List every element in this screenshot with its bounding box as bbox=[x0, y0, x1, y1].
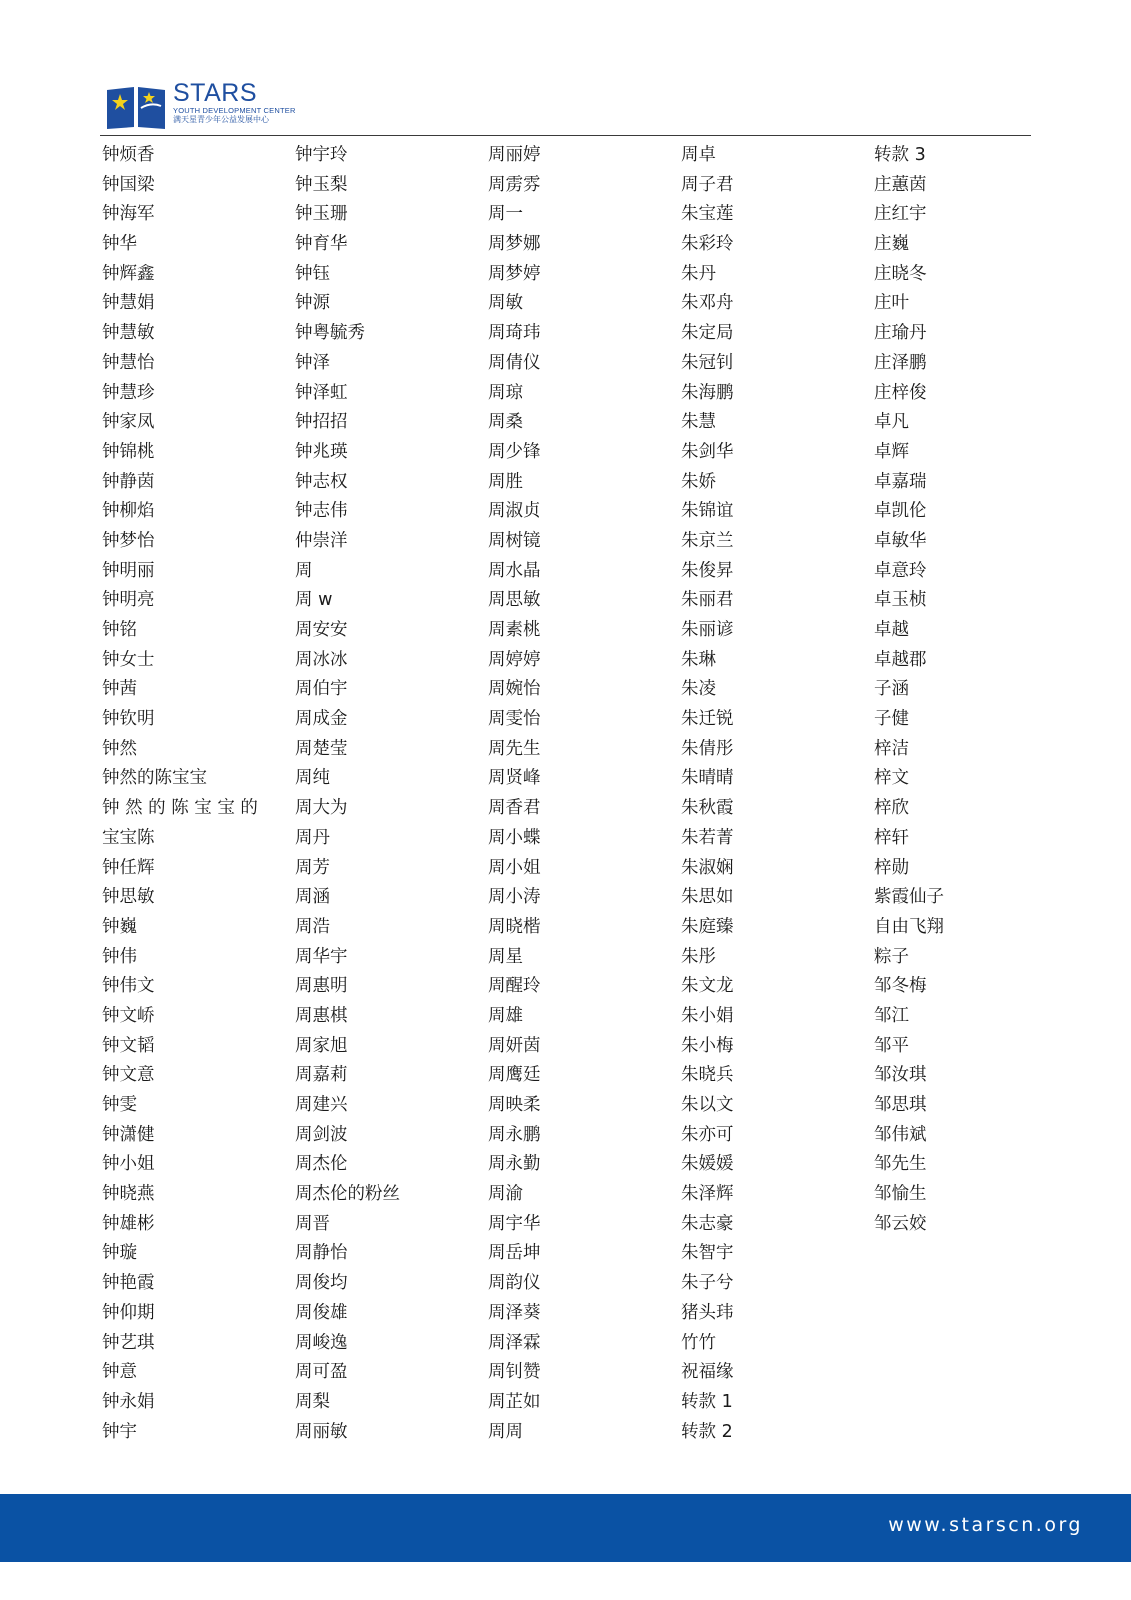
list-item: 卓越郡 bbox=[874, 649, 927, 670]
list-item: 周雯怡 bbox=[488, 709, 541, 730]
list-item: 周涵 bbox=[295, 887, 330, 908]
list-item: 卓辉 bbox=[874, 441, 909, 462]
list-item: 周倩仪 bbox=[488, 352, 541, 373]
list-item: 钟育华 bbox=[295, 234, 348, 255]
list-item: 钟钰 bbox=[295, 263, 330, 284]
list-item: 钟家凤 bbox=[102, 412, 155, 433]
list-item: 周雄 bbox=[488, 1005, 523, 1026]
list-item: 钟艳霞 bbox=[102, 1273, 155, 1294]
list-item: 周冰冰 bbox=[295, 649, 348, 670]
list-item: 周丽敏 bbox=[295, 1421, 348, 1442]
list-item: 周婉怡 bbox=[488, 679, 541, 700]
header-divider bbox=[100, 135, 1031, 136]
list-item: 卓敏华 bbox=[874, 530, 927, 551]
list-item: 朱宝莲 bbox=[681, 204, 734, 225]
name-column bbox=[874, 141, 944, 1239]
list-item: 钟明亮 bbox=[102, 590, 155, 611]
list-item: 钟女士 bbox=[102, 649, 155, 670]
list-item: 朱凌 bbox=[681, 679, 716, 700]
list-item: 钟文峤 bbox=[102, 1005, 155, 1026]
list-item: 朱思如 bbox=[681, 887, 734, 908]
list-item: 周丽婷 bbox=[488, 145, 541, 165]
list-item: 朱琳 bbox=[681, 649, 716, 670]
list-item: 周永鹏 bbox=[488, 1124, 541, 1145]
list-item: 邹伟斌 bbox=[874, 1124, 927, 1145]
list-item: 钟慧珍 bbox=[102, 382, 155, 403]
list-item: 紫霞仙子 bbox=[874, 887, 944, 908]
list-item: 钟静茵 bbox=[102, 471, 155, 492]
list-item: 钟文韬 bbox=[102, 1035, 155, 1056]
list-item: 竹竹 bbox=[681, 1332, 716, 1353]
list-item: 周俊均 bbox=[295, 1273, 348, 1294]
list-item: 钟仰期 bbox=[102, 1302, 155, 1323]
list-item: 周楚莹 bbox=[295, 738, 348, 759]
list-item: 朱志豪 bbox=[681, 1213, 734, 1234]
list-item: 周惠棋 bbox=[295, 1005, 348, 1026]
list-item: 朱亦可 bbox=[681, 1124, 734, 1145]
list-item: 周建兴 bbox=[295, 1095, 348, 1115]
list-item: 周小涛 bbox=[488, 887, 541, 908]
list-item: 周胜 bbox=[488, 471, 523, 492]
list-item: 钟雯 bbox=[102, 1095, 137, 1115]
list-item: 周峻逸 bbox=[295, 1332, 348, 1353]
list-item: 卓嘉瑞 bbox=[874, 471, 927, 492]
list-item: 卓凡 bbox=[874, 412, 909, 433]
list-item: 朱丽谚 bbox=[681, 620, 734, 640]
list-item: 周杰伦的粉丝 bbox=[295, 1184, 400, 1205]
list-item: 邹云姣 bbox=[874, 1213, 927, 1234]
list-item: 钟小姐 bbox=[102, 1154, 155, 1175]
list-item: 周小蝶 bbox=[488, 827, 541, 848]
list-item: 钟思敏 bbox=[102, 887, 155, 908]
list-item: 周子君 bbox=[681, 174, 734, 195]
list-item: 周映柔 bbox=[488, 1095, 541, 1115]
list-item: 周梨 bbox=[295, 1391, 330, 1412]
list-item: 钟烦香 bbox=[102, 145, 155, 165]
list-item: 周惠明 bbox=[295, 976, 348, 997]
list-item: 周晓楷 bbox=[488, 916, 541, 937]
list-item: 朱智宇 bbox=[681, 1243, 734, 1264]
list-item: 周敏 bbox=[488, 293, 523, 314]
list-item: 周岳坤 bbox=[488, 1243, 541, 1264]
list-item: 周芷如 bbox=[488, 1391, 541, 1412]
list-item: 朱淑娴 bbox=[681, 857, 734, 878]
list-item: 钟柳焰 bbox=[102, 501, 155, 522]
list-item: 邹先生 bbox=[874, 1154, 927, 1175]
name-column bbox=[295, 141, 400, 1447]
list-item: 朱媛媛 bbox=[681, 1154, 734, 1175]
list-item: 钟玉梨 bbox=[295, 174, 348, 195]
list-item: 周纯 bbox=[295, 768, 330, 789]
list-item: 周杰伦 bbox=[295, 1154, 348, 1175]
list-item: 周 bbox=[295, 560, 313, 581]
list-item: 周钊赞 bbox=[488, 1362, 541, 1383]
list-item: 邹汝琪 bbox=[874, 1065, 927, 1086]
list-item: 钟泽虹 bbox=[295, 382, 348, 403]
list-item: 周泽霖 bbox=[488, 1332, 541, 1353]
list-item: 周素桃 bbox=[488, 620, 541, 640]
list-item: 朱文龙 bbox=[681, 976, 734, 997]
list-item: 钟永娟 bbox=[102, 1391, 155, 1412]
list-item: 邹冬梅 bbox=[874, 976, 927, 997]
list-item: 钟志权 bbox=[295, 471, 348, 492]
list-item: 朱庭臻 bbox=[681, 916, 734, 937]
list-item: 周安安 bbox=[295, 620, 348, 640]
list-item: 周浩 bbox=[295, 916, 330, 937]
list-item: 钟锦桃 bbox=[102, 441, 155, 462]
list-item: 朱娇 bbox=[681, 471, 716, 492]
list-item: 钟然 bbox=[102, 738, 137, 759]
list-item: 朱锦谊 bbox=[681, 501, 734, 522]
list-item: 周桑 bbox=[488, 412, 523, 433]
list-item: 钟泽 bbox=[295, 352, 330, 373]
list-item: 周水晶 bbox=[488, 560, 541, 581]
list-item: 邹思琪 bbox=[874, 1095, 927, 1115]
list-item: 梓勋 bbox=[874, 857, 909, 878]
list-item: 周梦娜 bbox=[488, 234, 541, 255]
logo-chinese-name: 满天星青少年公益发展中心 bbox=[173, 115, 269, 124]
list-item: 钟源 bbox=[295, 293, 330, 314]
list-item: 周卓 bbox=[681, 145, 716, 165]
list-item: 子健 bbox=[874, 709, 909, 730]
list-item: 周一 bbox=[488, 204, 523, 225]
list-item: 周韵仪 bbox=[488, 1273, 541, 1294]
list-item: 钟潇健 bbox=[102, 1124, 155, 1145]
list-item: 钟宇 bbox=[102, 1421, 137, 1442]
list-item: 周剑波 bbox=[295, 1124, 348, 1145]
list-item: 钟慧怡 bbox=[102, 352, 155, 373]
list-item: 钟辉鑫 bbox=[102, 263, 155, 284]
list-item: 周华宇 bbox=[295, 946, 348, 967]
list-item: 钟粤毓秀 bbox=[295, 323, 365, 344]
list-item: 周宇华 bbox=[488, 1213, 541, 1234]
list-item: 朱冠钊 bbox=[681, 352, 734, 373]
list-item: 钟然的陈宝宝 bbox=[102, 768, 207, 789]
list-item: 周周 bbox=[488, 1421, 523, 1442]
list-item: 朱若菁 bbox=[681, 827, 734, 848]
list-item: 朱晓兵 bbox=[681, 1065, 734, 1086]
list-item: 钟茜 bbox=[102, 679, 137, 700]
list-item: 钟晓燕 bbox=[102, 1184, 155, 1205]
list-item: 钟慧娟 bbox=[102, 293, 155, 314]
name-column bbox=[681, 141, 734, 1447]
list-item: 钟国梁 bbox=[102, 174, 155, 195]
list-item: 钟招招 bbox=[295, 412, 348, 433]
list-item: 周少锋 bbox=[488, 441, 541, 462]
list-item: 梓轩 bbox=[874, 827, 909, 848]
list-item: 钟慧敏 bbox=[102, 323, 155, 344]
list-item: 钟璇 bbox=[102, 1243, 137, 1264]
list-item: 周泽葵 bbox=[488, 1302, 541, 1323]
list-item: 周芳 bbox=[295, 857, 330, 878]
list-item: 周香君 bbox=[488, 798, 541, 819]
list-item: 朱晴晴 bbox=[681, 768, 734, 789]
list-item: 周晋 bbox=[295, 1213, 330, 1234]
list-item: 宝宝陈 bbox=[102, 827, 155, 848]
list-item: 钟玉珊 bbox=[295, 204, 348, 225]
list-item: 周鹰廷 bbox=[488, 1065, 541, 1086]
list-item: 周先生 bbox=[488, 738, 541, 759]
list-item: 周伯宇 bbox=[295, 679, 348, 700]
list-item: 庄叶 bbox=[874, 293, 909, 314]
list-item: 朱彩玲 bbox=[681, 234, 734, 255]
list-item: 朱丽君 bbox=[681, 590, 734, 611]
list-item: 钟伟 bbox=[102, 946, 137, 967]
list-item: 邹愉生 bbox=[874, 1184, 927, 1205]
list-item: 朱俊昇 bbox=[681, 560, 734, 581]
list-item: 周雳雰 bbox=[488, 174, 541, 195]
list-item: 周丹 bbox=[295, 827, 330, 848]
list-item: 猪头玮 bbox=[681, 1302, 734, 1323]
list-item: 钟意 bbox=[102, 1362, 137, 1383]
list-item: 卓玉桢 bbox=[874, 590, 927, 611]
list-item: 钟梦怡 bbox=[102, 530, 155, 551]
list-item: 周婷婷 bbox=[488, 649, 541, 670]
list-item: 邹江 bbox=[874, 1005, 909, 1026]
list-item: 邹平 bbox=[874, 1035, 909, 1056]
list-item: 周 w bbox=[295, 590, 333, 611]
list-item: 周星 bbox=[488, 946, 523, 967]
list-item: 朱迁锐 bbox=[681, 709, 734, 730]
list-item: 转款 2 bbox=[681, 1421, 733, 1442]
list-item: 周家旭 bbox=[295, 1035, 348, 1056]
list-item: 周淑贞 bbox=[488, 501, 541, 522]
list-item: 钟雄彬 bbox=[102, 1213, 155, 1234]
list-item: 钟艺琪 bbox=[102, 1332, 155, 1353]
list-item: 朱子兮 bbox=[681, 1273, 734, 1294]
list-item: 周妍茵 bbox=[488, 1035, 541, 1056]
list-item: 周俊雄 bbox=[295, 1302, 348, 1323]
list-item: 仲崇洋 bbox=[295, 530, 348, 551]
list-item: 庄红宇 bbox=[874, 204, 927, 225]
list-item: 朱丹 bbox=[681, 263, 716, 284]
list-item: 钟志伟 bbox=[295, 501, 348, 522]
list-item: 周贤峰 bbox=[488, 768, 541, 789]
list-item: 祝福缘 bbox=[681, 1362, 734, 1383]
name-column bbox=[102, 141, 258, 1447]
list-item: 朱定局 bbox=[681, 323, 734, 344]
list-item: 钟 然 的 陈 宝 宝 的 bbox=[102, 798, 258, 819]
list-item: 梓洁 bbox=[874, 738, 909, 759]
list-item: 朱倩彤 bbox=[681, 738, 734, 759]
list-item: 钟华 bbox=[102, 234, 137, 255]
list-item: 周大为 bbox=[295, 798, 348, 819]
list-item: 卓凯伦 bbox=[874, 501, 927, 522]
list-item: 周琦玮 bbox=[488, 323, 541, 344]
list-item: 钟钦明 bbox=[102, 709, 155, 730]
list-item: 周可盈 bbox=[295, 1362, 348, 1383]
list-item: 朱以文 bbox=[681, 1095, 734, 1115]
name-list bbox=[102, 141, 1032, 1441]
list-item: 转款 3 bbox=[874, 145, 926, 165]
list-item: 周静怡 bbox=[295, 1243, 348, 1264]
footer-bar bbox=[0, 1494, 1131, 1562]
list-item: 周成金 bbox=[295, 709, 348, 730]
list-item: 朱彤 bbox=[681, 946, 716, 967]
list-item: 卓越 bbox=[874, 620, 909, 640]
list-item: 周醒玲 bbox=[488, 976, 541, 997]
list-item: 钟海军 bbox=[102, 204, 155, 225]
list-item: 粽子 bbox=[874, 946, 909, 967]
list-item: 朱泽辉 bbox=[681, 1184, 734, 1205]
list-item: 梓文 bbox=[874, 768, 909, 789]
list-item: 钟伟文 bbox=[102, 976, 155, 997]
list-item: 庄晓冬 bbox=[874, 263, 927, 284]
list-item: 周树镜 bbox=[488, 530, 541, 551]
website-link[interactable]: www.starscn.org bbox=[888, 1514, 1083, 1536]
list-item: 庄梓俊 bbox=[874, 382, 927, 403]
list-item: 周思敏 bbox=[488, 590, 541, 611]
logo-subtitle: YOUTH DEVELOPMENT CENTER bbox=[173, 106, 296, 115]
list-item: 朱邓舟 bbox=[681, 293, 734, 314]
list-item: 子涵 bbox=[874, 679, 909, 700]
list-item: 朱剑华 bbox=[681, 441, 734, 462]
list-item: 朱小梅 bbox=[681, 1035, 734, 1056]
list-item: 周梦婷 bbox=[488, 263, 541, 284]
list-item: 朱小娟 bbox=[681, 1005, 734, 1026]
list-item: 庄瑜丹 bbox=[874, 323, 927, 344]
logo bbox=[105, 80, 365, 132]
logo-title: STARS bbox=[173, 79, 257, 107]
list-item: 周嘉莉 bbox=[295, 1065, 348, 1086]
list-item: 钟宇玲 bbox=[295, 145, 348, 165]
list-item: 庄巍 bbox=[874, 234, 909, 255]
list-item: 朱秋霞 bbox=[681, 798, 734, 819]
list-item: 钟文意 bbox=[102, 1065, 155, 1086]
list-item: 周渝 bbox=[488, 1184, 523, 1205]
list-item: 庄蕙茵 bbox=[874, 174, 927, 195]
list-item: 梓欣 bbox=[874, 798, 909, 819]
list-item: 钟巍 bbox=[102, 916, 137, 937]
list-item: 自由飞翔 bbox=[874, 916, 944, 937]
list-item: 卓意玲 bbox=[874, 560, 927, 581]
list-item: 钟铭 bbox=[102, 620, 137, 640]
stars-book-icon bbox=[105, 84, 167, 130]
list-item: 周永勤 bbox=[488, 1154, 541, 1175]
list-item: 周琼 bbox=[488, 382, 523, 403]
list-item: 朱京兰 bbox=[681, 530, 734, 551]
list-item: 朱海鹏 bbox=[681, 382, 734, 403]
list-item: 钟任辉 bbox=[102, 857, 155, 878]
name-column bbox=[488, 141, 541, 1447]
list-item: 朱慧 bbox=[681, 412, 716, 433]
list-item: 钟兆瑛 bbox=[295, 441, 348, 462]
list-item: 庄泽鹏 bbox=[874, 352, 927, 373]
list-item: 钟明丽 bbox=[102, 560, 155, 581]
list-item: 周小姐 bbox=[488, 857, 541, 878]
logo-text bbox=[173, 80, 296, 125]
list-item: 转款 1 bbox=[681, 1391, 733, 1412]
